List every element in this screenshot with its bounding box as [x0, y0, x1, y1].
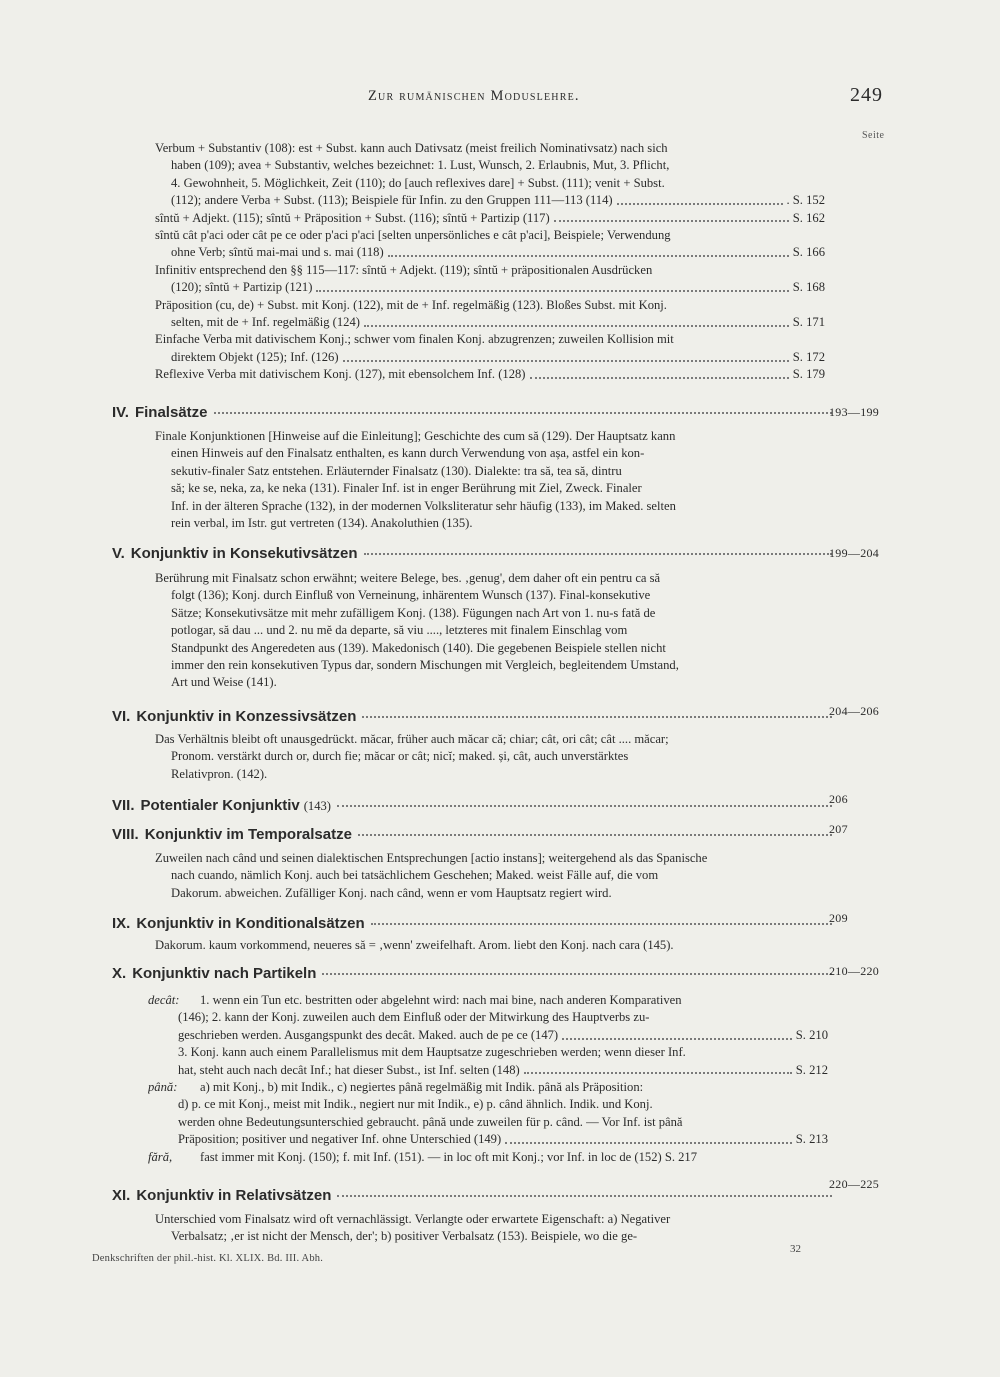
- section-page-range: 193—199: [829, 405, 880, 419]
- section-number: VII.: [112, 797, 135, 814]
- body-line: Dakorum. abweichen. Zufälliger Konj. nach când, wenn er vom Hauptsatz regiert wird.: [171, 885, 612, 900]
- page-reference: S. 168: [792, 280, 825, 295]
- leader-dots: [337, 1185, 832, 1197]
- section-body: [155, 428, 825, 532]
- intro-line: [155, 366, 825, 383]
- running-title: Zur rumänischen Moduslehre.: [368, 88, 580, 104]
- body-line: Standpunkt des Angeredeten aus (139). Makedonisch (140). Die gegebenen Beispiele stellen nicht: [171, 640, 666, 655]
- intro-line: [155, 192, 825, 209]
- body-line: folgt (136); Konj. durch Einfluß von Verneinung, inhärentem Wunsch (137). Final-konsekutive: [171, 588, 651, 603]
- body-line: Art und Weise (141).: [171, 675, 277, 690]
- seite-label: Seite: [862, 130, 885, 141]
- intro-line: [155, 331, 825, 348]
- leader-dots: [337, 795, 832, 807]
- section-heading: [112, 708, 832, 725]
- section-page-range: 207: [829, 822, 848, 836]
- intro-line: [155, 175, 825, 192]
- section-number: VI.: [112, 708, 131, 725]
- particle-label: fără,: [148, 1149, 173, 1164]
- running-head: [0, 84, 1000, 112]
- entry-text: Infinitiv entsprechend den §§ 115—117: sîntŭ + Adjekt. (119); sîntŭ + präpositionalen Ausdrücken: [155, 262, 653, 277]
- section-title: Konjunktiv im Temporalsatze: [144, 826, 352, 843]
- leader-dots: [371, 913, 832, 925]
- intro-line: [155, 227, 825, 244]
- section-body: [155, 1211, 825, 1246]
- leader-dots: [388, 245, 789, 257]
- particle-line: [148, 1131, 828, 1148]
- intro-line: [155, 157, 825, 174]
- footer-series: Denkschriften der phil.-hist. Kl. XLIX. Bd. III. Abh.: [92, 1253, 324, 1264]
- body-line: Berührung mit Finalsatz schon erwähnt; weitere Belege, bes. ‚genug', dem daher oft ein pentru ca să: [155, 571, 661, 585]
- section-number: IX.: [112, 915, 131, 932]
- entry-text: 4. Gewohnheit, 5. Möglichkeit, Zeit (110); do [auch reflexives dare] + Subst. (111); venit + Subst.: [171, 175, 665, 190]
- body-line: Zuweilen nach când und seinen dialektischen Entsprechungen [actio instans]; weitergehend als das Spanische: [155, 851, 708, 865]
- entry-text: haben (109); avea + Substantiv, welches bezeichnet: 1. Lust, Wunsch, 2. Erlaubnis, Mut, 3. Pflicht,: [171, 158, 670, 173]
- page-reference: S. 212: [795, 1062, 828, 1077]
- body-line: immer den rein konsekutiven Typus dar, sondern Mischungen mit Vergleich, begleitendem Umstand,: [171, 658, 679, 673]
- section-ref: (143): [303, 799, 331, 813]
- particle-label: până:: [148, 1080, 178, 1095]
- entry-text: Einfache Verba mit dativischem Konj.; schwer vom finalen Konj. abzugrenzen; zuweilen Kollision mit: [155, 332, 674, 347]
- leader-dots: [322, 963, 832, 975]
- section-title: Potentialer Konjunktiv: [140, 797, 300, 814]
- entry-text: direktem Objekt (125); Inf. (126): [171, 349, 339, 364]
- page-number: 249: [850, 84, 883, 106]
- intro-line: [155, 244, 825, 261]
- entry-text: 3. Konj. kann auch einem Parallelismus mit dem Hauptsatze zugeschrieben werden; wenn dieser Inf.: [178, 1045, 686, 1060]
- leader-dots: [343, 350, 789, 362]
- section-heading: [112, 797, 832, 814]
- body-line: Sätze; Konsekutivsätze mit mehr zufälligem Konj. (138). Fügungen nach Art von 1. nu-s fată de: [171, 605, 656, 620]
- particle-entries: [148, 992, 828, 1166]
- particle-line: [148, 1044, 828, 1061]
- body-line: Dakorum. kaum vorkommend, neueres să = ‚wenn' zweifelhaft. Arom. liebt den Konj. nach cara (145).: [155, 938, 674, 952]
- section-title: Konjunktiv in Relativsätzen: [136, 1187, 332, 1204]
- body-line: să; ke se, neka, za, ke neka (131). Finaler Inf. ist in enger Berührung mit Ziel, Zweck. Finaler: [171, 481, 642, 496]
- entry-text: a) mit Konj., b) mit Indik., c) negiertes până regelmäßig mit Indik. până als Präposition:: [200, 1080, 644, 1095]
- page-reference: S. 210: [795, 1027, 828, 1042]
- body-line: nach cuando, nämlich Konj. auch bei tatsächlichem Geschehen; Maked. weist Fälle auf, die vom: [171, 868, 659, 883]
- body-line: Relativpron. (142).: [171, 766, 268, 781]
- body-line: rein verbal, im Istr. gut vertreten (134). Anakoluthien (135).: [171, 516, 473, 531]
- section-page-range: 210—220: [829, 964, 880, 978]
- section-heading: [112, 915, 832, 932]
- leader-dots: [362, 706, 832, 718]
- page-reference: S. 171: [792, 315, 825, 330]
- entry-text: d) p. ce mit Konj., meist mit Indik., negiert nur mit Indik., e) p. când ähnlich. Indik. und Konj.: [178, 1097, 653, 1112]
- entry-text: hat, steht auch nach decât Inf.; hat dieser Subst., ist Inf. selten (148): [178, 1062, 520, 1077]
- leader-dots: [505, 1132, 792, 1144]
- intro-line: [155, 140, 825, 157]
- entry-text: 1. wenn ein Tun etc. bestritten oder abgelehnt wird: nach mai bine, nach anderen Komparativen: [200, 993, 682, 1007]
- entry-text: Präposition; positiver und negativer Inf. ohne Unterschied (149): [178, 1132, 502, 1147]
- leader-dots: [316, 280, 788, 292]
- body-line: einen Hinweis auf den Finalsatz enthalten, es kann durch Verwendung von așa, astfel ein kon-: [171, 446, 645, 461]
- section-heading: [112, 965, 832, 982]
- intro-line: [155, 262, 825, 279]
- leader-dots: [554, 210, 789, 222]
- section-number: X.: [112, 965, 127, 982]
- section-heading: [112, 545, 832, 562]
- intro-line: [155, 297, 825, 314]
- entry-text: sîntŭ + Adjekt. (115); sîntŭ + Präposition + Subst. (116); sîntŭ + Partizip (117): [155, 210, 550, 225]
- section-page-range: 206: [829, 792, 848, 806]
- section-title: Konjunktiv in Konzessivsätzen: [136, 708, 357, 725]
- section-title: Finalsätze: [134, 404, 208, 421]
- particle-label: decât:: [148, 993, 180, 1007]
- leader-dots: [562, 1028, 792, 1040]
- leader-dots: [364, 543, 833, 555]
- section-body: [155, 570, 825, 692]
- section-heading: [112, 1187, 832, 1204]
- page-reference: S. 172: [792, 349, 825, 364]
- body-line: potlogar, să dau ... und 2. nu mĕ da departe, să viu ...., letzteres mit finalem Einschlag vom: [171, 623, 628, 638]
- section-body: [155, 731, 825, 783]
- section-page-range: 199—204: [829, 546, 880, 560]
- section-page-range: 209: [829, 911, 848, 925]
- intro-entries: [155, 140, 825, 384]
- section-page-range: 220—225: [829, 1177, 880, 1191]
- intro-line: [155, 314, 825, 331]
- body-line: Das Verhältnis bleibt oft unausgedrückt. măcar, früher auch măcar că; chiar; cât, ori cât; cât .... măcar;: [155, 732, 669, 746]
- entry-text: (146); 2. kann der Konj. zuweilen auch dem Einfluß oder der Mitwirkung des Hauptverbs zu-: [178, 1010, 650, 1025]
- entry-text: Reflexive Verba mit dativischem Konj. (127), mit ebensolchem Inf. (128): [155, 367, 526, 382]
- page-reference: S. 162: [792, 210, 825, 225]
- leader-dots: [358, 824, 832, 836]
- particle-line: [148, 1027, 828, 1044]
- section-heading: [112, 826, 832, 843]
- body-line: Pronom. verstärkt durch or, durch fie; măcar or cât; nicĭ; maked. și, cât, auch unverstärktes: [171, 749, 629, 764]
- entry-text: fast immer mit Konj. (150); f. mit Inf. (151). — in loc oft mit Konj.; vor Inf. in loc de (152) S. 217: [200, 1149, 698, 1164]
- printer-signature: 32: [790, 1243, 801, 1255]
- section-page-range: 204—206: [829, 704, 880, 718]
- particle-line: [148, 1114, 828, 1131]
- body-line: Verbalsatz; ‚er ist nicht der Mensch, der'; b) positiver Verbalsatz (153). Beispiele, wo die ge-: [171, 1229, 638, 1244]
- entry-text: (120); sîntŭ + Partizip (121): [171, 280, 313, 295]
- body-line: sekutiv-finaler Satz entstehen. Erläuternder Finalsatz (130). Dialekte: tra să, tea să, dintru: [171, 463, 622, 478]
- page-reference: S. 213: [795, 1132, 828, 1147]
- section-body: [155, 850, 825, 902]
- entry-text: ohne Verb; sîntŭ mai-mai und s. mai (118): [171, 245, 384, 260]
- entry-text: geschrieben werden. Ausgangspunkt des decât. Maked. auch de pe ce (147): [178, 1027, 559, 1042]
- section-title: Konjunktiv in Konditionalsätzen: [136, 915, 365, 932]
- section-number: IV.: [112, 404, 129, 421]
- particle-line: [148, 1062, 828, 1079]
- section-number: XI.: [112, 1187, 131, 1204]
- page-reference: . S. 152: [786, 193, 825, 208]
- intro-line: [155, 210, 825, 227]
- entry-text: sîntŭ cât p'aci oder cât pe ce oder p'aci p'aci [selten unpersönliches e cât p'aci], Beispiele; Verwendung: [155, 228, 671, 243]
- entry-text: selten, mit de + Inf. regelmäßig (124): [171, 315, 360, 330]
- body-line: Inf. in der älteren Sprache (132), in der modernen Volksliteratur sehr häufig (133), im Maked. selten: [171, 498, 676, 513]
- particle-line: [148, 1009, 828, 1026]
- particle-line: [148, 1096, 828, 1113]
- leader-dots: [364, 315, 789, 327]
- intro-line: [155, 349, 825, 366]
- section-number: VIII.: [112, 826, 139, 843]
- section-number: V.: [112, 545, 125, 562]
- page-reference: S. 166: [792, 245, 825, 260]
- leader-dots: [530, 367, 789, 379]
- particle-line: [148, 1149, 828, 1166]
- entry-text: Verbum + Substantiv (108): est + Subst. kann auch Dativsatz (meist freilich Nominativsatz) nach sich: [155, 141, 668, 155]
- section-heading: [112, 404, 832, 421]
- section-title: Konjunktiv in Konsekutivsätzen: [130, 545, 358, 562]
- leader-dots: [214, 402, 833, 414]
- intro-line: [155, 279, 825, 296]
- body-line: Unterschied vom Finalsatz wird oft vernachlässigt. Verlangte oder erwartete Eigenschaft: a) Negativer: [155, 1212, 671, 1226]
- particle-line: [148, 992, 828, 1009]
- particle-line: [148, 1079, 828, 1096]
- leader-dots: [524, 1062, 792, 1074]
- entry-text: (112); andere Verba + Subst. (113); Beispiele für Infin. zu den Gruppen 111—113 (114): [171, 193, 613, 208]
- page-reference: S. 179: [792, 367, 825, 382]
- entry-text: Präposition (cu, de) + Subst. mit Konj. (122), mit de + Inf. regelmäßig (123). Bloßes Subst. mit Konj.: [155, 297, 667, 312]
- section-body: [155, 937, 825, 954]
- section-title: Konjunktiv nach Partikeln: [132, 965, 317, 982]
- entry-text: werden ohne Bedeutungsunterschied gebraucht. până unde zuweilen für p. când. — Vor Inf. ist până: [178, 1114, 683, 1129]
- body-line: Finale Konjunktionen [Hinweise auf die Einleitung]; Geschichte des cum să (129). Der Hauptsatz kann: [155, 429, 676, 443]
- leader-dots: [617, 193, 783, 205]
